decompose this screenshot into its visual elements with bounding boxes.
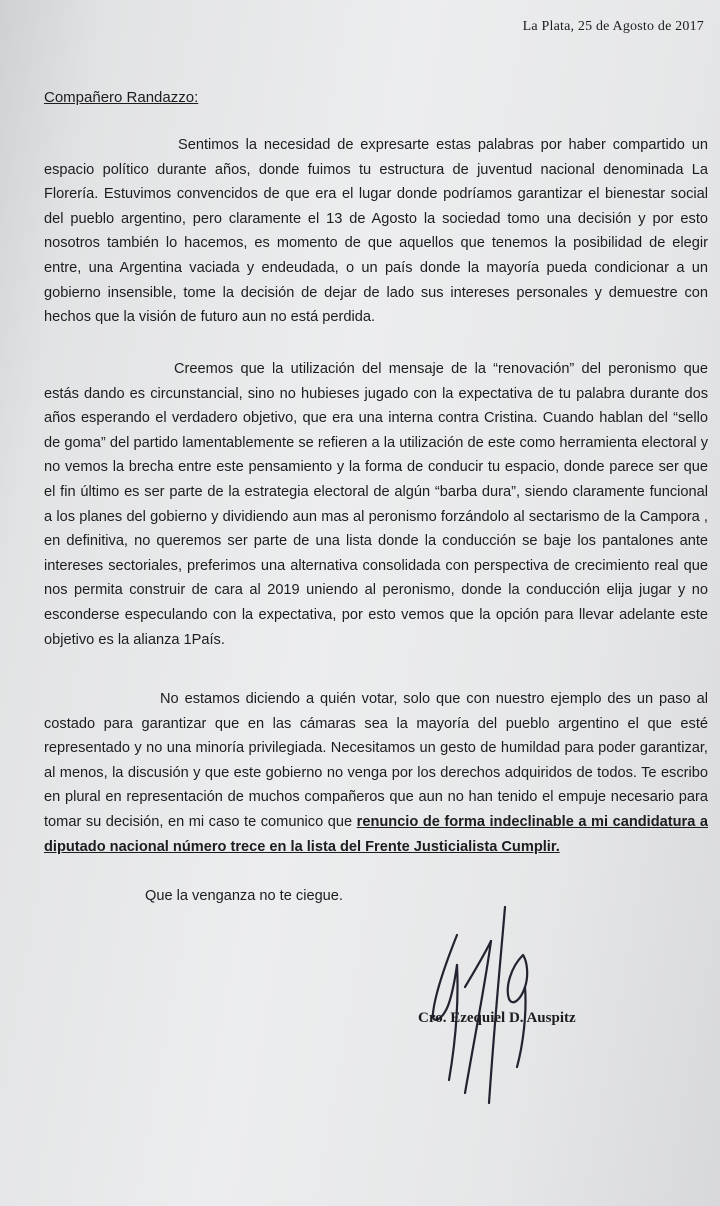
resignation-statement: renuncio de forma indeclinable a mi candidatura a diputado nacional número trece en la lista del Frente Justicialista Cumplir. [44,813,708,855]
paragraph-2: Creemos que la utilización del mensaje de la “renovación” del peronismo que estás dando es circunstancial, sino no hubieses jugado con la expectativa de tu palabra durante dos años esperando el verdadero objetivo, que era una interna contra Cristina. Cuando hablan del “sello de goma” del partido lamentablemente se refieren a la utilización de este como herramienta electoral y no vemos la brecha entre este pensamiento y la forma de conducir tu espacio, donde parece ser que el fin último es ser parte de la estrategia electoral de algún “barba dura”, siendo claramente funcional a los planes del gobierno y dividiendo aun mas al peronismo forzándolo al sectarismo de la Campora , en definitiva, no queremos ser parte de una lista donde la conducción se baje los pantalones ante intereses sectoriales, preferimos una alternativa consolidada con perspectiva de crecimiento real que nos permita construir de cara al 2019 uniendo al peronismo, donde la conducción elija jugar y no esconderse especulando con la expectativa, por esto vemos que la opción para llevar adelante este objetivo es la alianza 1País. [44,361,708,648]
paragraph-3 [44,687,708,859]
signer-name: Cro. Ezequiel D. Auspitz [418,1010,576,1026]
paragraph-3-text: No estamos diciendo a quién votar, solo que con nuestro ejemplo des un paso al costado para garantizar que en las cámaras sea la mayoría del pueblo argentino el que esté representado y no una minoría privilegiada. Necesitamos un gesto de humildad para poder garantizar, al menos, la discusión y que este gobierno no venga por los derechos adquiridos de todos. Te escribo en plural en representación de muchos compañeros que aun no han tenido el empuje necesario para tomar su decisión, en mi caso te comunico que [44,691,708,830]
signature-icon [405,895,575,1105]
salutation: Compañero Randazzo: [44,89,199,106]
paragraph-1: Sentimos la necesidad de expresarte estas palabras por haber compartido un espacio político durante años, donde fuimos tu estructura de juventud nacional denominada La Florería. Estuvimos convencidos de que era el lugar donde podríamos garantizar el bienestar social del pueblo argentino, pero claramente el 13 de Agosto la sociedad tomo una decisión y por esto nosotros también lo hacemos, es momento de que aquellos que tenemos la posibilidad de elegir entre, una Argentina vaciada y endeudada, o un país donde la mayoría pueda condicionar a un gobierno insensible, tome la decisión de dejar de lado sus intereses personales y demuestre con hechos que la visión de futuro aun no está perdida. [44,137,708,326]
closing-line: Que la venganza no te ciegue. [145,888,343,904]
date-line: La Plata, 25 de Agosto de 2017 [522,19,704,34]
